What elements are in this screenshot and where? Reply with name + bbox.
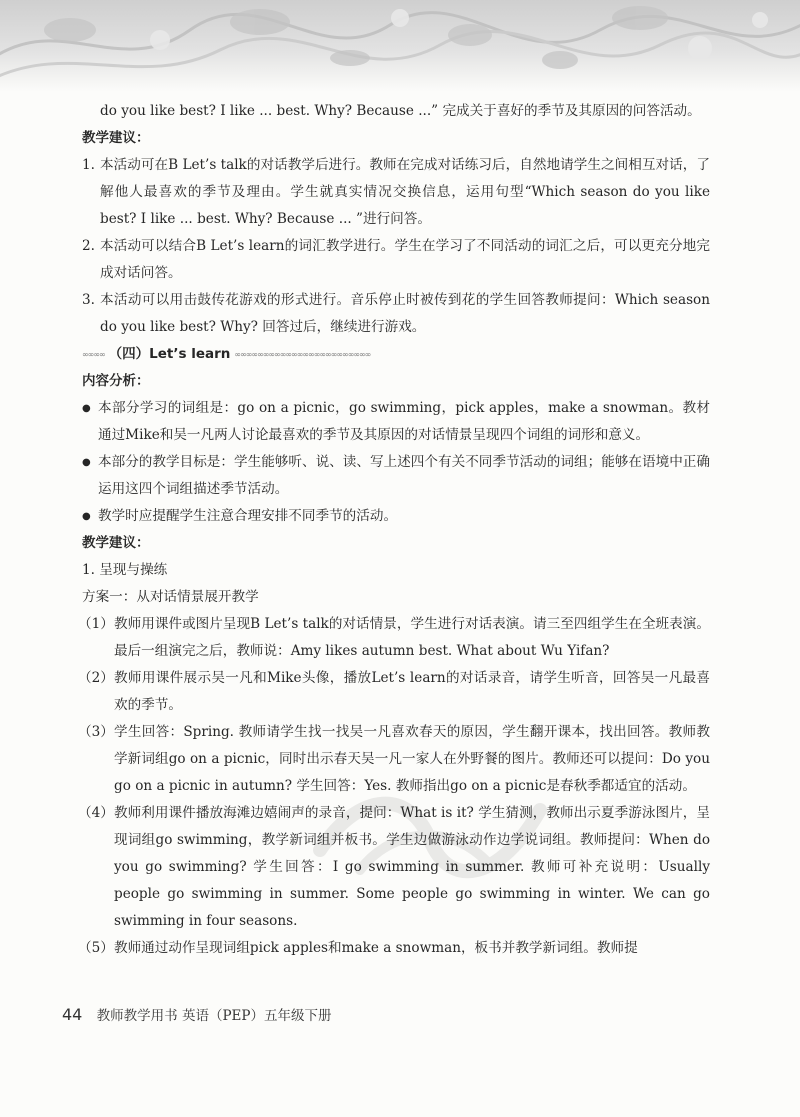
page-number: 44: [62, 1005, 83, 1024]
step-number: （4）: [78, 805, 114, 821]
section-title: [82, 341, 710, 368]
bullet-icon: ●: [82, 457, 91, 468]
section-title-label: （四）Let’s learn: [108, 346, 231, 362]
list-item: [82, 287, 710, 341]
item-text: 本部分学习的词组是：go on a picnic，go swimming，pick apples，make a snowman。教材通过Mike和吴一凡两人讨论最喜欢的季节及其原因的对话情景呈现四个词组的词形和意义。: [98, 400, 710, 443]
list-item: [78, 719, 710, 800]
step-text: 学生回答：Spring. 教师请学生找一找吴一凡喜欢春天的原因，学生翻开课本，找出回答。教师教学新词组go on a picnic，同时出示春天吴一凡一家人在外野餐的图片。教师还可以提问：Do you go on a picnic in autumn? 学生回答：Yes. 教师指出go on a picnic是春秋季都适宜的活动。: [114, 724, 710, 794]
suggestions-heading: 教学建议：: [82, 130, 150, 146]
item-number: 1.: [82, 157, 95, 173]
divider-ornament: ∞∞∞∞: [82, 350, 105, 359]
step-text: 教师通过动作呈现词组pick apples和make a snowman，板书并教学新词组。教师提: [114, 940, 638, 956]
analysis-heading: 内容分析：: [82, 373, 150, 389]
page-footer: [62, 1004, 331, 1024]
page-body: [78, 98, 710, 962]
intro-line: do you like best? I like ... best. Why? Because ...” 完成关于喜好的季节及其原因的问答活动。: [100, 103, 701, 119]
step-number: （3）: [78, 724, 114, 740]
step-number: （2）: [78, 670, 114, 686]
suggestions-heading: 教学建议：: [82, 535, 150, 551]
list-item: [78, 665, 710, 719]
floral-pattern-icon: [0, 0, 800, 92]
divider-ornament: ∞∞∞∞∞∞∞∞∞∞∞∞∞∞∞∞∞∞∞∞∞∞∞∞: [234, 350, 371, 359]
list-item: [78, 800, 710, 935]
item-text: 本活动可在B Let’s talk的对话教学后进行。教师在完成对话练习后，自然地请学生之间相互对话，了解他人最喜欢的季节及理由。学生就真实情况交换信息，运用句型“Which season do you like best? I like ... best. Why? Because ... ”进行问答。: [100, 157, 710, 227]
list-item: [82, 503, 710, 530]
item-number: 3.: [82, 292, 95, 308]
step-text: 教师用课件或图片呈现B Let’s talk的对话情景，学生进行对话表演。请三至四组学生在全班表演。最后一组演完之后，教师说：Amy likes autumn best. What about Wu Yifan?: [114, 616, 710, 659]
item-text: 教学时应提醒学生注意合理安排不同季节的活动。: [98, 508, 398, 524]
bullet-icon: ●: [82, 403, 91, 414]
subsection-title: 1. 呈现与操练: [82, 562, 168, 578]
plan-title: 方案一：从对话情景展开教学: [82, 589, 259, 605]
item-text: 本部分的教学目标是：学生能够听、说、读、写上述四个有关不同季节活动的词组；能够在语境中正确运用这四个词组描述季节活动。: [98, 454, 710, 497]
list-item: [78, 935, 710, 962]
step-number: （5）: [78, 940, 114, 956]
book-title: 教师教学用书 英语（PEP）五年级下册: [96, 1008, 332, 1024]
step-number: （1）: [78, 616, 114, 632]
bullet-icon: ●: [82, 511, 91, 522]
list-item: [82, 395, 710, 449]
item-text: 本活动可以用击鼓传花游戏的形式进行。音乐停止时被传到花的学生回答教师提问：Which season do you like best? Why? 回答过后，继续进行游戏。: [100, 292, 710, 335]
list-item: [78, 611, 710, 665]
list-item: [82, 449, 710, 503]
step-text: 教师利用课件播放海滩边嬉闹声的录音，提问：What is it? 学生猜测，教师出示夏季游泳图片，呈现词组go swimming，教学新词组并板书。学生边做游泳动作边学说词组。教师提问：When do you go swimming? 学生回答：I go swimming in summer. 教师可补充说明：Usually people go swimming in summer. Some people go swimming in winter. We can go swimming in four seasons.: [114, 805, 710, 929]
item-number: 2.: [82, 238, 95, 254]
list-item: [82, 233, 710, 287]
item-text: 本活动可以结合B Let’s learn的词汇教学进行。学生在学习了不同活动的词汇之后，可以更充分地完成对话问答。: [100, 238, 710, 281]
decorative-header-band: [0, 0, 800, 92]
step-text: 教师用课件展示吴一凡和Mike头像，播放Let’s learn的对话录音，请学生听音，回答吴一凡最喜欢的季节。: [114, 670, 710, 713]
list-item: [82, 152, 710, 233]
